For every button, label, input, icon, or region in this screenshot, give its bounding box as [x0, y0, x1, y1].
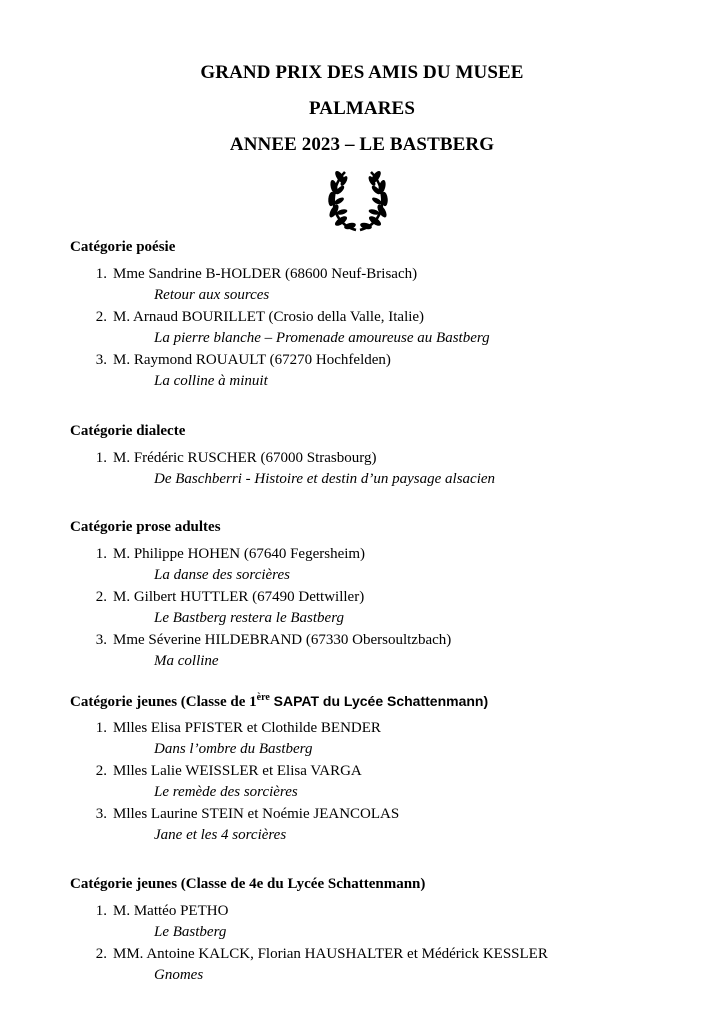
entry-author: Mlles Lalie WEISSLER et Elisa VARGA [113, 763, 362, 779]
entry-number: 2. [95, 589, 107, 605]
entry-author: M. Gilbert HUTTLER (67490 Dettwiller) [113, 589, 365, 605]
category-title: Catégorie prose adultes [70, 519, 221, 535]
list-item [70, 544, 694, 587]
list-item [70, 350, 694, 393]
entry-number: 1. [95, 903, 107, 919]
entry-number: 2. [95, 763, 107, 779]
list-item [70, 307, 694, 350]
entry-number: 2. [95, 309, 107, 325]
entry-author: MM. Antoine KALCK, Florian HAUSHALTER et Médérick KESSLER [113, 946, 548, 962]
document-title: GRAND PRIX DES AMIS DU MUSEE [200, 62, 524, 83]
entry-work-title: Gnomes [154, 967, 204, 983]
category-title [70, 690, 694, 712]
category-jeunes-1ere [70, 690, 694, 847]
category-title-prefix: Catégorie jeunes (Classe de 1 [70, 694, 257, 710]
entry-number: 1. [95, 546, 107, 562]
list-item [70, 630, 694, 673]
entry-number: 3. [95, 632, 107, 648]
entry-number: 3. [95, 352, 107, 368]
category-prose-adultes [70, 516, 694, 673]
entry-work-title: De Baschberri - Histoire et destin d’un paysage alsacien [154, 471, 496, 487]
list-item [70, 944, 694, 987]
entry-number: 1. [95, 266, 107, 282]
entry-work-title: La colline à minuit [154, 373, 268, 389]
list-item [70, 901, 694, 944]
entry-work-title: Dans l’ombre du Bastberg [154, 741, 313, 757]
list-item [70, 804, 694, 847]
entry-author: M. Raymond ROUAULT (67270 Hochfelden) [113, 352, 391, 368]
entry-author: Mme Sandrine B-HOLDER (68600 Neuf-Brisach) [113, 266, 418, 282]
entry-work-title: Jane et les 4 sorcières [154, 827, 287, 843]
category-title: Catégorie dialecte [70, 423, 186, 439]
entry-number: 1. [95, 720, 107, 736]
entry-work-title: La pierre blanche – Promenade amoureuse au Bastberg [154, 330, 490, 346]
entry-author: Mme Séverine HILDEBRAND (67330 Obersoultzbach) [113, 632, 452, 648]
entry-number: 1. [95, 450, 107, 466]
entry-work-title: La danse des sorcières [154, 567, 290, 583]
entry-author: M. Philippe HOHEN (67640 Fegersheim) [113, 546, 366, 562]
category-poesie [70, 236, 694, 393]
category-title-suffix: SAPAT du Lycée Schattenmann) [269, 693, 489, 709]
document-year-line: ANNEE 2023 – LE BASTBERG [229, 134, 495, 155]
entry-author: Mlles Laurine STEIN et Noémie JEANCOLAS [113, 806, 400, 822]
entry-work-title: Le Bastberg [154, 924, 227, 940]
entry-author: Mlles Elisa PFISTER et Clothilde BENDER [113, 720, 381, 736]
list-item [70, 264, 694, 307]
list-item [70, 587, 694, 630]
document-subtitle: PALMARES [308, 98, 415, 119]
entry-number: 2. [95, 946, 107, 962]
category-jeunes-4e [70, 873, 694, 987]
entry-author: M. Mattéo PETHO [113, 903, 229, 919]
entry-work-title: Retour aux sources [154, 287, 270, 303]
category-title: Catégorie jeunes (Classe de 4e du Lycée Schattenmann) [70, 876, 426, 892]
entry-work-title: Ma colline [154, 653, 219, 669]
entry-author: M. Frédéric RUSCHER (67000 Strasbourg) [113, 450, 377, 466]
category-dialecte [70, 420, 694, 491]
entry-number: 3. [95, 806, 107, 822]
entry-work-title: Le Bastberg restera le Bastberg [154, 610, 344, 626]
entry-author: M. Arnaud BOURILLET (Crosio della Valle, Italie) [113, 309, 425, 325]
list-item [70, 718, 694, 761]
entry-work-title: Le remède des sorcières [154, 784, 298, 800]
list-item [70, 448, 694, 491]
category-title-superscript: ère [256, 692, 270, 703]
category-title: Catégorie poésie [70, 239, 176, 255]
laurel-wreath-icon [327, 168, 389, 232]
list-item [70, 761, 694, 804]
